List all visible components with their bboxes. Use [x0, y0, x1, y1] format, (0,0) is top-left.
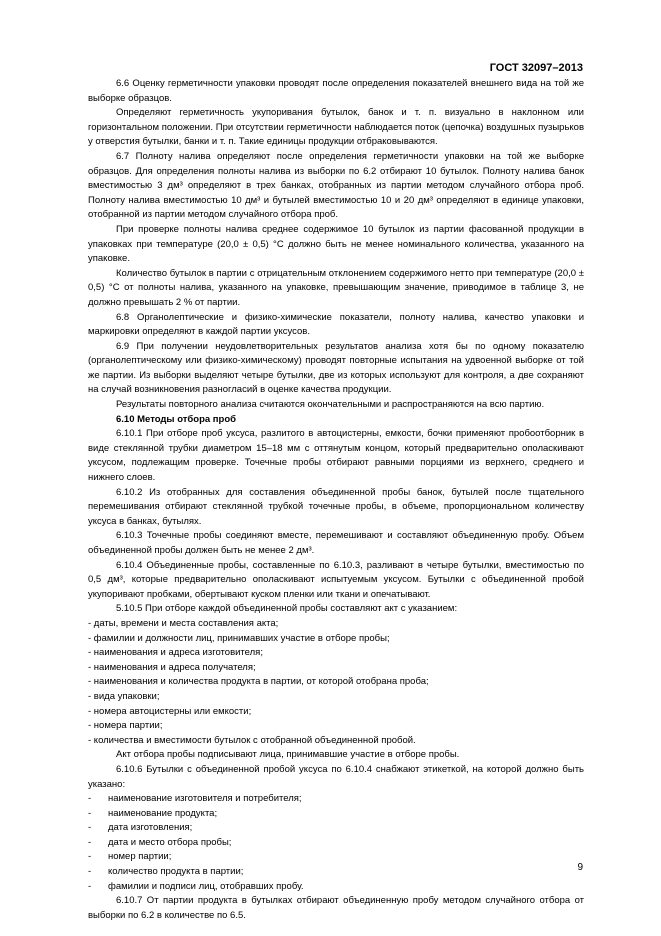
list-item: - вида упаковки;: [88, 690, 160, 702]
paragraph-6-10-7: 6.10.7 От партии продукта в бутылках отбирают объединенную пробу методом случайного отбора от выборки по 6.2 в количестве по 6.5.: [88, 895, 584, 921]
document-body: [88, 77, 584, 923]
list-item: [88, 807, 584, 822]
list-item-text: номер партии;: [108, 851, 172, 863]
paragraph-6-10-1: 6.10.1 При отборе проб уксуса, разлитого в автоцистерны, емкости, бочки применяют пробоотборник в виде стеклянной трубки диаметром 15–18 мм с оттянутым концом, который предварительно ополаскивают уксусом, подлежащим проверке. Точечные пробы отбирают равными порциями из верхнего, среднего и нижнего слоев.: [88, 428, 584, 484]
list-item: [88, 792, 584, 807]
paragraph-6-6: 6.6 Оценку герметичности упаковки проводят после определения показателей внешнего вида на той же выборке образцов.: [88, 78, 584, 104]
list-item: - даты, времени и места составления акта;: [88, 617, 279, 629]
list-item-text: дата изготовления;: [108, 822, 193, 834]
paragraph-bottle-count: Количество бутылок в партии с отрицательным отклонением содержимого нетто при температуре (20,0 ± 0,5) °С от полноты налива, указанного на упаковке, превышающим значение, приводимое в таблице 3, не должно превышать 2 % от партии.: [88, 267, 584, 308]
paragraph-5-10-5: 5.10.5 При отборе каждой объединенной пробы составляют акт с указанием:: [116, 603, 458, 615]
list-dash: -: [88, 793, 92, 805]
list-item: - номера партии;: [88, 720, 163, 732]
list-item: [88, 836, 584, 851]
paragraph-act-signed: Акт отбора пробы подписывают лица, принимавшие участие в отборе пробы.: [116, 749, 460, 761]
list-item-text: наименование продукта;: [108, 807, 218, 819]
paragraph-repeat-results: Результаты повторного анализа считаются окончательными и распространяются на всю партию.: [116, 399, 545, 411]
document-header-title: ГОСТ 32097–2013: [489, 62, 583, 74]
list-item: - фамилии и должности лиц, принимавших участие в отборе пробы;: [88, 632, 390, 644]
paragraph-6-8: 6.8 Органолептические и физико-химические показатели, полноту налива, качество упаковки и маркировки определяют в каждой партии уксусов.: [88, 311, 584, 338]
list-item: - номера автоцистерны или емкости;: [88, 705, 252, 717]
paragraph-fill-check: При проверке полноты налива среднее содержимое 10 бутылок из партии фасованной продукции в упаковках при температуре (20,0 ± 0,5) °С должно быть не менее номинального количества, указанного на упаковке.: [88, 223, 584, 265]
label-items-list: [88, 792, 584, 894]
list-dash: -: [88, 807, 92, 819]
list-item-text: количество продукта в партии;: [108, 866, 244, 878]
list-dash: -: [88, 836, 92, 848]
list-item: [88, 880, 584, 895]
list-item-text: фамилии и подписи лиц, отобравших пробу.: [108, 880, 304, 892]
paragraph-6-10-6: 6.10.6 Бутылки с объединенной пробой уксуса по 6.10.4 снабжают этикеткой, на которой должно быть указано:: [88, 763, 584, 790]
list-item: - наименования и адреса получателя;: [88, 661, 256, 673]
paragraph-sealing: Определяют герметичность укупоривания бутылок, банок и т. п. визуально в наклонном или горизонтальном положении. При отсутствии герметичности наблюдается поток (цепочка) воздушных пузырьков у отверстия бутылки, банки и т. п. Такие единицы продукции отбраковываются.: [88, 107, 584, 148]
page-number: 9: [577, 862, 583, 873]
list-item-text: наименование изготовителя и потребителя;: [108, 793, 302, 805]
paragraph-6-10-2: 6.10.2 Из отобранных для составления объединенной пробы банок, бутылей после тщательного перемешивания отбирают стеклянной трубкой точечные пробы, в объеме, пропорциональном количеству уксуса в банках, бутылях.: [88, 486, 584, 527]
act-items-list: [88, 617, 584, 748]
paragraph-6-9: 6.9 При получении неудовлетворительных результатов анализа хотя бы по одному показателю (органолептическому или физико-химическому) проводят повторные испытания на удвоенной выборке от той же партии. Из выборки выделяют четыре бутылки, две из которых используют для контроля, а две сохраняют на случай возникновения разногласий в оценке качества продукции.: [88, 340, 584, 396]
list-item: [88, 850, 584, 865]
list-item: - наименования и адреса изготовителя;: [88, 647, 263, 659]
list-dash: -: [88, 866, 92, 878]
list-dash: -: [88, 880, 92, 892]
list-item: - наименования и количества продукта в партии, от которой отобрана проба;: [88, 676, 429, 688]
list-item: [88, 821, 584, 836]
paragraph-6-10-4: 6.10.4 Объединенные пробы, составленные по 6.10.3, разливают в четыре бутылки, вместимостью по 0,5 дм³, которые предварительно ополаскивают испытуемым уксусом. Бутылки с объединенной пробой укупоривают пробками, обертывают куском пленки или ткани и опечатывают.: [88, 559, 584, 600]
paragraph-6-10-3: 6.10.3 Точечные пробы соединяют вместе, перемешивают и составляют объединенную пробу. Объем объединенной пробы должен быть не менее 2 дм³.: [88, 530, 584, 556]
list-item: [88, 865, 584, 880]
list-dash: -: [88, 851, 92, 863]
paragraph-6-7: 6.7 Полноту налива определяют после определения герметичности упаковки на той же выборке образцов. Для определения полноты налива из выборки по 6.2 отбирают 10 бутылок. Полноту налива банок вместимостью 3 дм³ определяют в трех банках, отобранных из партии методом случайного отбора проб. Полноту налива вместимостью 10 дм³ и бутылей вместимостью 10 и 20 дм³ определяют в единице упаковки, отобранной из партии методом случайного отбора проб.: [88, 150, 584, 221]
list-item-text: дата и место отбора пробы;: [108, 836, 232, 848]
list-dash: -: [88, 822, 92, 834]
list-item: - количества и вместимости бутылок с отобранной объединенной пробой.: [88, 734, 416, 746]
section-title: 6.10 Методы отбора проб: [116, 413, 237, 425]
